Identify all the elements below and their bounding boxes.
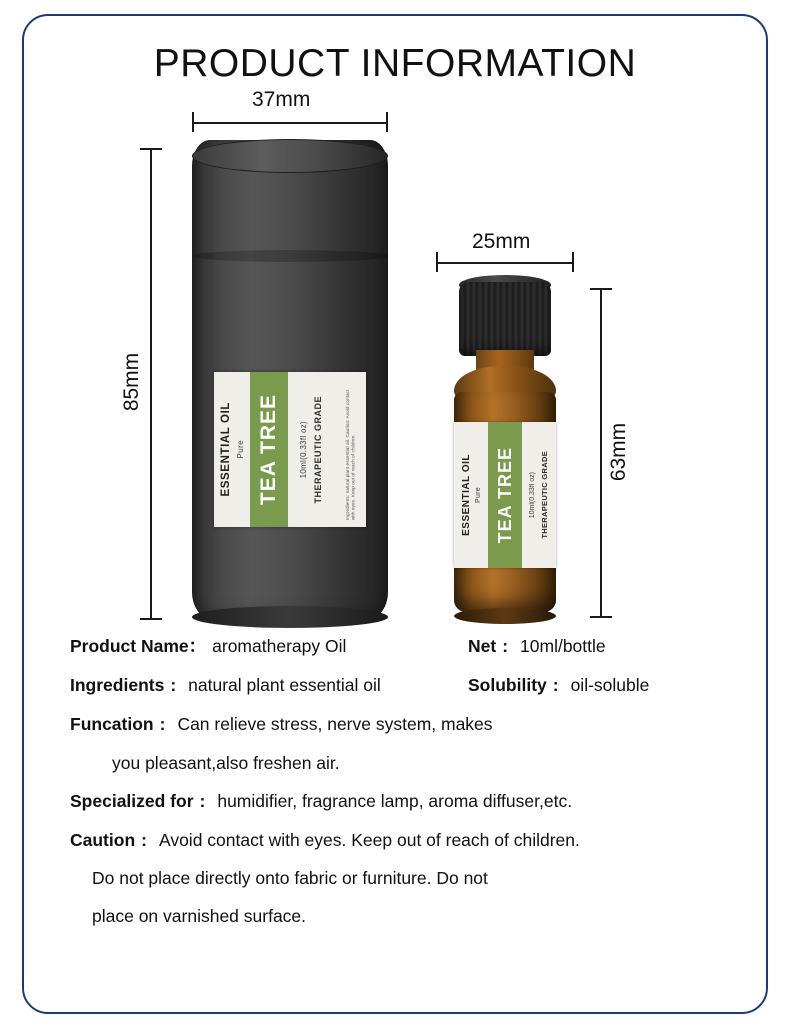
tube-label [214, 372, 366, 527]
tube-pure-text: Pure [235, 440, 245, 459]
tube-label-fineprint-column [334, 372, 366, 527]
function-label: Funcation [70, 713, 154, 734]
tube-lid [192, 139, 388, 173]
function-value-line2: you pleasant,also freshen air. [112, 752, 340, 773]
tube-label-right-column [288, 372, 334, 527]
caution-colon: : [141, 829, 147, 850]
bottle-volume-text: 10ml(0.33fl oz) [529, 471, 536, 519]
bottle-label-green-band [488, 422, 522, 568]
solubility-label: Solubility [468, 674, 547, 695]
tube-seam [192, 250, 388, 262]
page-title: PRODUCT INFORMATION [153, 42, 637, 85]
bottle-width-label: 25mm [472, 230, 531, 253]
product-bottle-image [436, 282, 574, 618]
product-tube-image [192, 140, 388, 618]
spec-row-ingredients [70, 675, 730, 697]
bottle-pure-text: Pure [474, 487, 482, 503]
specialized-value: humidifier, fragrance lamp, aroma diffuser,etc. [217, 790, 573, 811]
tube-label-left-column [214, 372, 250, 527]
tube-base [192, 606, 388, 628]
function-value: Can relieve stress, nerve system, makes [177, 713, 493, 734]
product-spec-list [70, 636, 730, 944]
product-name-label: Product Name： [70, 636, 207, 656]
tube-height-tick-top [140, 148, 162, 150]
tube-grade-text: THERAPEUTIC GRADE [313, 395, 324, 504]
caution-value-line3: place on varnished surface. [92, 906, 307, 927]
tube-width-tick-left [192, 112, 194, 132]
bottle-width-tick-right [572, 252, 574, 272]
bottle-height-line [600, 288, 602, 618]
bottle-cap [459, 282, 551, 356]
solubility-value: oil-soluble [570, 674, 650, 695]
tube-height-line [150, 148, 152, 620]
bottle-label [454, 422, 556, 568]
tube-volume-text: 10ml(0.33fl oz) [299, 420, 309, 479]
spec-row-function [70, 714, 730, 736]
spec-row-caution [70, 830, 730, 852]
tube-fineprint-text: Ingredients: natural plant essential oil. Caution: Avoid contact with eyes. Keep out of reach of children. [344, 389, 356, 520]
tube-width-label: 37mm [252, 88, 311, 111]
net-label: Net [468, 636, 497, 656]
bottle-label-right-column [522, 422, 556, 568]
net-value: 10ml/bottle [520, 636, 606, 656]
spec-row-product-name [70, 636, 730, 658]
spec-row-specialized [70, 791, 730, 813]
ingredients-value: natural plant essential oil [188, 674, 381, 695]
specialized-colon: : [199, 790, 206, 811]
caution-value-line2: Do not place directly onto fabric or furniture. Do not [92, 868, 488, 889]
product-name-value: aromatherapy Oil [212, 636, 347, 656]
tube-label-green-band [250, 372, 288, 527]
caution-value: Avoid contact with eyes. Keep out of reach of children. [158, 829, 580, 850]
tube-width-tick-right [386, 112, 388, 132]
ingredients-colon: : [170, 674, 177, 695]
bottle-height-label: 63mm [607, 422, 631, 482]
function-colon: : [159, 713, 166, 734]
bottle-base [454, 608, 556, 624]
tube-width-line [192, 122, 388, 124]
bottle-grade-text: THERAPEUTIC GRADE [540, 451, 549, 539]
solubility-colon: : [552, 674, 559, 695]
caution-label: Caution [70, 829, 136, 850]
bottle-width-tick-left [436, 252, 438, 272]
tube-height-label: 85mm [120, 352, 144, 412]
bottle-essential-oil-text: ESSENTIAL OIL [460, 454, 472, 536]
tube-essential-oil-text: ESSENTIAL OIL [219, 402, 232, 497]
bottle-height-tick-bottom [590, 616, 612, 618]
bottle-width-line [436, 262, 574, 264]
bottle-label-left-column [454, 422, 488, 568]
bottle-height-tick-top [590, 288, 612, 290]
tube-height-tick-bottom [140, 618, 162, 620]
ingredients-label: Ingredients [70, 674, 165, 695]
net-colon: : [502, 636, 509, 656]
tube-product-name-text: TEA TREE [257, 393, 281, 506]
specialized-label: Specialized for [70, 790, 194, 811]
bottle-product-name-text: TEA TREE [494, 446, 515, 544]
